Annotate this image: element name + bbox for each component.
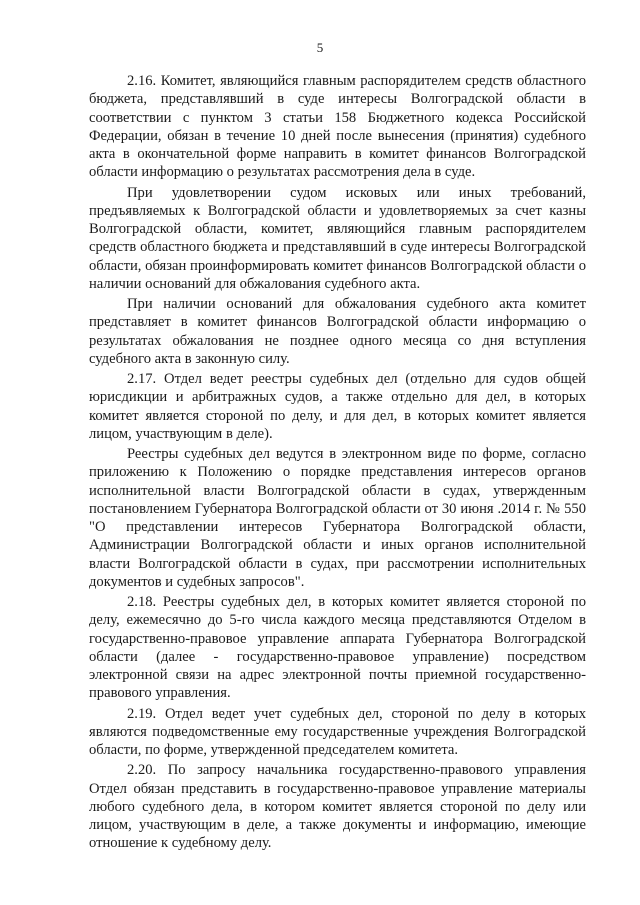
paragraph-2-18: 2.18. Реестры судебных дел, в которых комитет является стороной по делу, ежемесячно до 5-го числа каждого месяца представляются Отделом в государственно-правовое управление аппарата Губернатора Волгоградской области (далее - государственно-правовое управление) посредством электронной связи на адрес электронной почты приемной государственно-правового управления. [89,594,586,702]
page-number: 5 [316,40,324,55]
paragraph-2-20: 2.20. По запросу начальника государственно-правового управления Отдел обязан представить в государственно-правовое управление материалы любого судебного дела, в котором комитет является стороной по делу или лицом, участвующим в деле, а также документы и информацию, имеющие отношение к судебному делу. [89,762,586,852]
paragraph-2-16: 2.16. Комитет, являющийся главным распорядителем средств областного бюджета, представлявший в суде интересы Волгоградской области в соответствии с пунктом 3 статьи 158 Бюджетного кодекса Российской Федерации, обязан в течение 10 дней после вынесения (принятия) судебного акта в окончательной форме направить в комитет финансов Волгоградской области информацию о результатах рассмотрения дела в суде. [89,73,586,181]
document-body [89,72,586,855]
paragraph-claims-satisfaction: При удовлетворении судом исковых или иных требований, предъявляемых к Волгоградской области и удовлетворяемых за счет казны Волгоградской области, комитет, являющийся главным распорядителем средств областного бюджета и представлявший в суде интересы Волгоградской области, обязан проинформировать комитет финансов Волгоградской области о наличии оснований для обжалования судебного акта. [89,184,586,292]
paragraph-2-19: 2.19. Отдел ведет учет судебных дел, стороной по делу в которых являются подведомственные ему государственные учреждения Волгоградской области, по форме, утвержденной председателем комитета. [89,705,586,758]
paragraph-appeal-results: При наличии оснований для обжалования судебного акта комитет представляет в комитет финансов Волгоградской области информацию о результатах обжалования не позднее одного месяца со дня вступления судебного акта в законную силу. [89,296,586,367]
paragraph-2-17: 2.17. Отдел ведет реестры судебных дел (отдельно для судов общей юрисдикции и арбитражных судов, а также отдельно для дел, в которых комитет является стороной по делу, и для дел, в которых комитет является лицом, участвующим в деле). [89,371,586,442]
paragraph-registry-format: Реестры судебных дел ведутся в электронном виде по форме, согласно приложению к Положению о порядке представления интересов органов исполнительной власти Волгоградской области в судах, утвержденным постановлением Губернатора Волгоградской области от 30 июня .2014 г. № 550 "О представлении интересов Губернатора Волгоградской области, Администрации Волгоградской области и иных органов исполнительной власти Волгоградской области в судах, при рассмотрении исполнительных документов и судебных запросов". [89,446,586,590]
